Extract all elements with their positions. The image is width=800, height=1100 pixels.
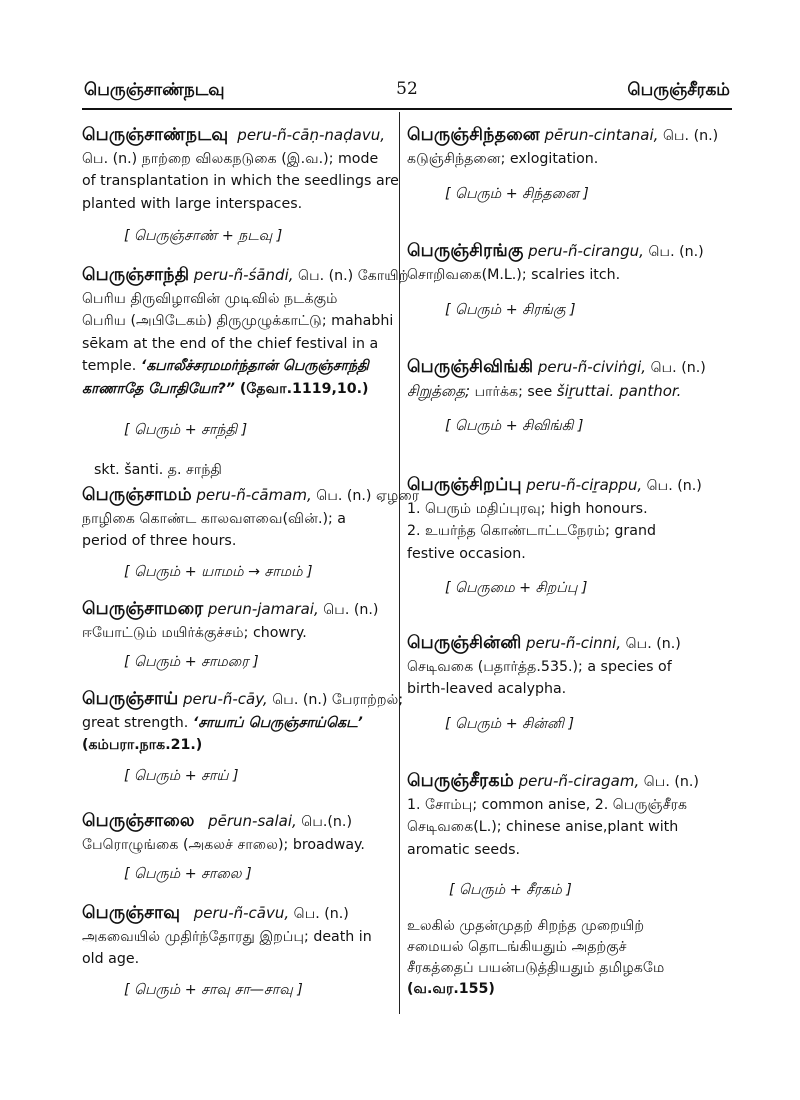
headword: பெருஞ்சிவிங்கி xyxy=(407,357,534,377)
closing-note-reference: (வ.வர.155) xyxy=(407,981,495,997)
headword: பெருஞ்சிந்தனை xyxy=(407,125,540,145)
quote-prefix: temple. xyxy=(82,358,137,374)
definition-line: aromatic seeds. xyxy=(407,841,520,858)
entry-perunsalai xyxy=(82,810,389,882)
definition-line: festive occasion. xyxy=(407,545,526,562)
quotation: காணாதே போதியோ?” xyxy=(82,380,235,397)
quotation: ‘சாயாப் பெருஞ்சாய்கெட’ xyxy=(192,714,363,731)
entry-heading xyxy=(82,902,389,926)
entry-perunchivingi xyxy=(407,356,735,434)
definition-start: பெ. (n.) xyxy=(658,128,719,144)
etymology: [ பெரும் + சின்னி ] xyxy=(445,716,575,732)
transliteration: peru-ñ-cāṇ-naḍavu, xyxy=(237,126,385,144)
transliteration: perun-jamarai, xyxy=(207,600,319,618)
headword: பெருஞ்சின்னி xyxy=(407,633,522,653)
page-header xyxy=(82,74,732,110)
definition-line: planted with large interspaces. xyxy=(82,195,303,212)
entry-heading xyxy=(82,264,409,288)
entry-perunchavu xyxy=(82,902,389,998)
definition-line: செடிவகை (பதார்த்த.535.); a species of xyxy=(407,658,672,675)
entry-perunchinni xyxy=(407,632,735,732)
definition-start: பெ. (n.) xyxy=(289,906,349,922)
transliteration: pērun-salai, xyxy=(208,812,297,830)
definition-start: பெ. (n.) xyxy=(318,602,379,618)
transliteration: peru-ñ-cāmam, xyxy=(196,486,312,504)
definition-line: அகவையில் முதிர்ந்தோரது இறப்பு; death in xyxy=(82,928,372,945)
entry-heading xyxy=(407,632,735,656)
entry-heading xyxy=(407,474,735,498)
etymology: [ பெரும் + சாவு சா—சாவு ] xyxy=(124,982,303,998)
headword: பெருஞ்சாந்தி xyxy=(82,265,190,285)
closing-note-line: சீரகத்தைப் பயன்படுத்தியதும் தமிழகமே xyxy=(407,960,665,976)
quote-reference: (தேவா.1119,10.) xyxy=(234,380,369,397)
definition-start: பெ. (n.) ஏழரை xyxy=(311,488,420,504)
entry-perunchiragam xyxy=(407,770,735,898)
cross-reference-translit: šiṟuttai. panthor. xyxy=(556,381,682,400)
quotation-line xyxy=(82,712,389,735)
etymology: [ பெருமை + சிறப்பு ] xyxy=(445,580,588,596)
etymology: [ பெரும் + சாலை ] xyxy=(124,866,252,882)
definition-start: பெ. (n.) xyxy=(643,244,704,260)
entry-heading xyxy=(82,688,404,712)
definition-line: birth-leaved acalypha. xyxy=(407,681,567,697)
closing-note-line: சமையல் தொடங்கியதும் அதற்குச் xyxy=(407,939,627,955)
entry-perunchannadavu xyxy=(82,124,399,244)
definition-start: பெ. (n.) xyxy=(621,636,681,652)
transliteration: peru-ñ-ciragam, xyxy=(518,772,640,790)
etymology: [ பெருஞ்சாண் + நடவு ] xyxy=(124,228,283,244)
definition-line: ஈயோட்டும் மயிர்க்குச்சம்; chowry. xyxy=(82,624,307,641)
headword: பெருஞ்சாய் xyxy=(82,689,179,709)
transliteration: pērun-cintanai, xyxy=(544,126,659,144)
definition-line: நாழிகை கொண்ட காலவளவை(வின்.); a xyxy=(82,510,346,527)
headword: பெருஞ்சிரங்கு xyxy=(407,241,524,261)
entry-perunchirappu xyxy=(407,474,735,596)
headword: பெருஞ்சாமரை xyxy=(82,599,204,619)
definition-start: பெ. (n.) xyxy=(639,774,699,790)
closing-note-line: உலகில் முதன்முதற் சிறந்த முறையிற் xyxy=(407,918,645,934)
transliteration: peru-ñ-cinni, xyxy=(526,634,622,652)
definition-start: பெ. (n.) பேராற்றல்; xyxy=(267,692,404,708)
etymology: [ பெரும் + சிந்தனை ] xyxy=(445,186,589,202)
definition-start: பெ. (n.) xyxy=(646,360,706,376)
definition-line: பெ. (n.) நாற்றை விலகநடுகை (இ.வ.); mode xyxy=(82,150,379,167)
headword: பெருஞ்சாவு xyxy=(82,903,181,923)
headword: பெருஞ்சாண்நடவு xyxy=(82,125,229,145)
page-number: 52 xyxy=(396,79,418,99)
entry-perunchirangu xyxy=(407,240,735,318)
definition-line: பேரொழுங்கை (அகலச் சாலை); broadway. xyxy=(82,836,365,853)
entry-perunchay xyxy=(82,688,404,784)
etymology: [ பெரும் + சிவிங்கி ] xyxy=(445,418,584,434)
definition-line: சொறிவகை(M.L.); scalries itch. xyxy=(407,266,621,283)
definition-line: கடுஞ்சிந்தனை; exlogitation. xyxy=(407,150,599,167)
etymology: [ பெரும் + சாமரை ] xyxy=(124,654,259,670)
cross-reference-text: பார்க்க; see xyxy=(470,383,557,400)
etymology: [ பெரும் + சீரகம் ] xyxy=(449,882,572,898)
quotation-line xyxy=(82,378,389,401)
headword: பெருஞ்சீரகம் xyxy=(407,771,515,791)
entry-perunchintanai xyxy=(407,124,735,202)
transliteration: peru-ñ-civiṅgi, xyxy=(537,358,647,376)
definition-line: 1. சோம்பு; common anise, 2. பெருஞ்சீரக xyxy=(407,796,688,813)
definition-line: sēkam at the end of the chief festival in a xyxy=(82,335,379,352)
entry-heading xyxy=(82,810,389,834)
cross-reference-word: சிறுத்தை; xyxy=(407,381,471,400)
definition-start: பெ. (n.) xyxy=(642,478,702,494)
transliteration: peru-ñ-cirangu, xyxy=(528,242,644,260)
etymology: [ பெரும் + சிரங்கு ] xyxy=(445,302,576,318)
definition-line: of transplantation in which the seedlings are xyxy=(82,173,399,189)
transliteration: peru-ñ-śāndi, xyxy=(193,266,294,284)
headword: பெருஞ்சாலை xyxy=(82,811,195,831)
transliteration: peru-ñ-cāy, xyxy=(183,690,268,708)
transliteration: peru-ñ-ciṟappu, xyxy=(526,476,643,494)
header-left-guide-word: பெருஞ்சாண்நடவு xyxy=(84,80,225,100)
definition-line: period of three hours. xyxy=(82,533,237,549)
entry-heading xyxy=(407,124,735,148)
quotation: ‘கபாலீச்சரமமர்ந்தான் பெருஞ்சாந்தி xyxy=(140,358,369,374)
quote-prefix: great strength. xyxy=(82,714,189,731)
column-divider xyxy=(399,112,400,1014)
definition-line: பெரிய (அபிடேகம்) திருமுழுக்காட்டு; mahabhi xyxy=(82,313,394,329)
entry-heading xyxy=(82,484,420,508)
entry-heading xyxy=(407,356,735,380)
definition-line: பெரிய திருவிழாவின் முடிவில் நடக்கும் xyxy=(82,290,338,307)
definition-line: old age. xyxy=(82,951,140,967)
definition-line xyxy=(407,380,735,404)
etymology: [ பெரும் + யாமம் → சாமம் ] xyxy=(124,564,313,580)
entry-heading xyxy=(82,598,389,622)
entry-heading xyxy=(407,770,735,794)
header-right-guide-word: பெருஞ்சீரகம் xyxy=(627,80,730,100)
quote-reference: (கம்பரா.நாக.21.) xyxy=(82,737,203,753)
entry-heading xyxy=(82,124,389,148)
definition-line: 2. உயர்ந்த கொண்டாட்டநேரம்; grand xyxy=(407,523,656,539)
definition-start: பெ.(n.) xyxy=(296,814,352,830)
closing-note xyxy=(407,916,735,1000)
entry-perunchandi xyxy=(82,264,409,478)
entry-perunchamam xyxy=(82,484,420,580)
entry-perunjamarai xyxy=(82,598,389,670)
transliteration: peru-ñ-cāvu, xyxy=(193,904,290,922)
definition-line: செடிவகை(L.); chinese anise,plant with xyxy=(407,819,679,835)
quotation-line xyxy=(82,355,389,378)
entry-heading xyxy=(407,240,735,264)
sanskrit-note: skt. šanti. த. சாந்தி xyxy=(94,462,223,478)
headword: பெருஞ்சாமம் xyxy=(82,485,192,505)
etymology: [ பெரும் + சாய் ] xyxy=(124,768,239,784)
definition-start: பெ. (n.) கோயிற் xyxy=(293,268,409,284)
etymology: [ பெரும் + சாந்தி ] xyxy=(124,422,248,438)
definition-line: 1. பெரும் மதிப்புரவு; high honours. xyxy=(407,500,648,517)
headword: பெருஞ்சிறப்பு xyxy=(407,475,522,495)
